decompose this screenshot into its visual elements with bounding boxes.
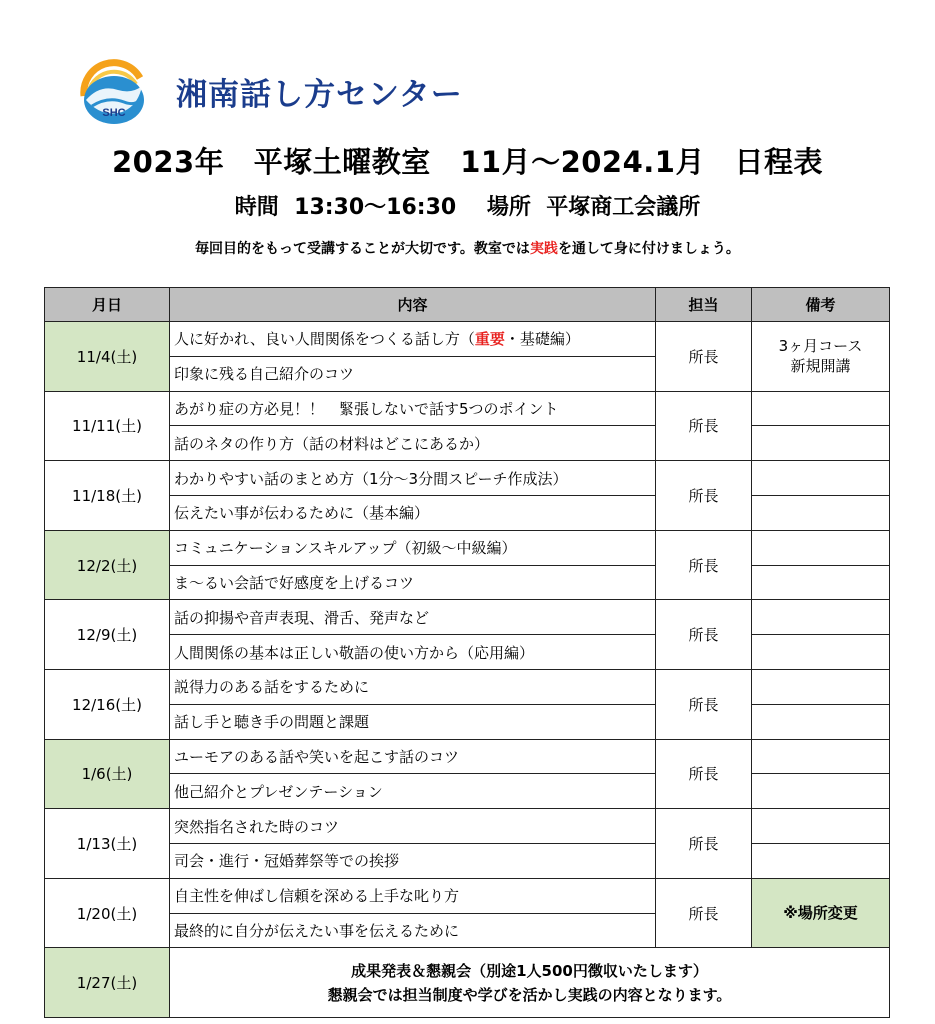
session-date: 1/13(土) [45, 809, 170, 879]
session-topic: ユーモアのある話や笑いを起こす話のコツ [170, 739, 656, 774]
table-row [45, 878, 890, 913]
header-date: 月日 [45, 288, 170, 322]
topic-text: ・基礎編） [504, 330, 580, 349]
session-topic: 司会・進行・冠婚葬祭等での挨拶 [170, 843, 656, 878]
session-topic: 他己紹介とプレゼンテーション [170, 774, 656, 809]
time-place-line [0, 190, 935, 221]
session-topic: 自主性を伸ばし信頼を深める上手な叱り方 [170, 878, 656, 913]
session-topic [170, 322, 656, 357]
table-row [45, 600, 890, 635]
session-date: 12/9(土) [45, 600, 170, 670]
session-topic: わかりやすい話のまとめ方（1分～3分間スピーチ作成法） [170, 461, 656, 496]
note-line: 3ヶ月コース [778, 337, 863, 356]
session-topic: 突然指名された時のコツ [170, 809, 656, 844]
session-topic: 最終的に自分が伝えたい事を伝えるために [170, 913, 656, 948]
session-date: 12/16(土) [45, 669, 170, 739]
session-date: 11/18(土) [45, 461, 170, 531]
session-person: 所長 [656, 739, 752, 809]
motto-before: 毎回目的をもって受講することが大切です。教室では [195, 241, 530, 257]
table-header-row [45, 288, 890, 322]
session-topic: ま～るい会話で好感度を上げるコツ [170, 565, 656, 600]
session-person: 所長 [656, 461, 752, 531]
session-topic: 話のネタの作り方（話の材料はどこにあるか） [170, 426, 656, 461]
session-note [752, 669, 890, 704]
table-row [45, 635, 890, 670]
table-row [45, 704, 890, 739]
table-row [45, 461, 890, 496]
time-label: 時間 [234, 195, 279, 220]
table-row [45, 774, 890, 809]
session-person: 所長 [656, 809, 752, 879]
final-date: 1/27(土) [45, 948, 170, 1018]
table-row [45, 843, 890, 878]
note-line: 新規開講 [790, 357, 851, 376]
final-content [170, 948, 890, 1018]
session-note [752, 495, 890, 530]
header [78, 56, 463, 126]
session-topic: 話し手と聴き手の問題と課題 [170, 704, 656, 739]
session-note [752, 843, 890, 878]
session-note [752, 565, 890, 600]
place-value: 平塚商工会議所 [546, 195, 701, 220]
table-row [45, 391, 890, 426]
header-content: 内容 [170, 288, 656, 322]
time-value: 13:30～16:30 [294, 195, 457, 220]
session-note [752, 704, 890, 739]
place-label: 場所 [486, 195, 531, 220]
session-person: 所長 [656, 669, 752, 739]
motto-emphasis: 実践 [529, 241, 558, 257]
session-note [752, 739, 890, 774]
session-note [752, 391, 890, 426]
page-title: 2023年 平塚土曜教室 11月～2024.1月 日程表 [112, 145, 823, 179]
table-row [45, 669, 890, 704]
session-person: 所長 [656, 391, 752, 461]
session-person: 所長 [656, 878, 752, 948]
session-note [752, 426, 890, 461]
table-row [45, 739, 890, 774]
header-person: 担当 [656, 288, 752, 322]
session-date: 1/20(土) [45, 878, 170, 948]
motto-after: を通して身に付けましょう。 [557, 241, 740, 257]
session-note [752, 635, 890, 670]
session-date: 1/6(土) [45, 739, 170, 809]
topic-emphasis: 重要 [474, 330, 505, 349]
session-note [752, 322, 890, 392]
session-note [752, 809, 890, 844]
session-date: 11/4(土) [45, 322, 170, 392]
session-person: 所長 [656, 530, 752, 600]
topic-text: 人に好かれ、良い人間関係をつくる話し方（ [174, 330, 475, 349]
table-row [45, 948, 890, 1018]
session-person: 所長 [656, 322, 752, 392]
logo-text: SHC [102, 107, 126, 119]
session-note [752, 530, 890, 565]
session-topic: 伝えたい事が伝わるために（基本編） [170, 495, 656, 530]
motto-text [0, 238, 935, 258]
table-row [45, 565, 890, 600]
table-row [45, 426, 890, 461]
session-topic: 説得力のある話をするために [170, 669, 656, 704]
table-row [45, 322, 890, 357]
table-row [45, 809, 890, 844]
session-topic: 話の抑揚や音声表現、滑舌、発声など [170, 600, 656, 635]
session-topic: コミュニケーションスキルアップ（初級～中級編） [170, 530, 656, 565]
session-person: 所長 [656, 600, 752, 670]
schedule-table [44, 287, 890, 1018]
session-topic: あがり症の方必見！！ 緊張しないで話す5つのポイント [170, 391, 656, 426]
final-line: 懇親会では担当制度や学びを活かし実践の内容となります。 [327, 985, 732, 1004]
session-note: ※場所変更 [752, 878, 890, 948]
session-topic: 人間関係の基本は正しい敬語の使い方から（応用編） [170, 635, 656, 670]
final-line: 成果発表＆懇親会（別途1人500円徴収いたします） [351, 961, 708, 980]
session-note [752, 774, 890, 809]
table-row [45, 530, 890, 565]
header-note: 備考 [752, 288, 890, 322]
session-note [752, 461, 890, 496]
shc-logo-icon [78, 56, 150, 126]
table-row [45, 495, 890, 530]
session-date: 11/11(土) [45, 391, 170, 461]
session-date: 12/2(土) [45, 530, 170, 600]
organization-name: 湘南話し方センター [176, 76, 463, 113]
session-note [752, 600, 890, 635]
session-topic: 印象に残る自己紹介のコツ [170, 356, 656, 391]
